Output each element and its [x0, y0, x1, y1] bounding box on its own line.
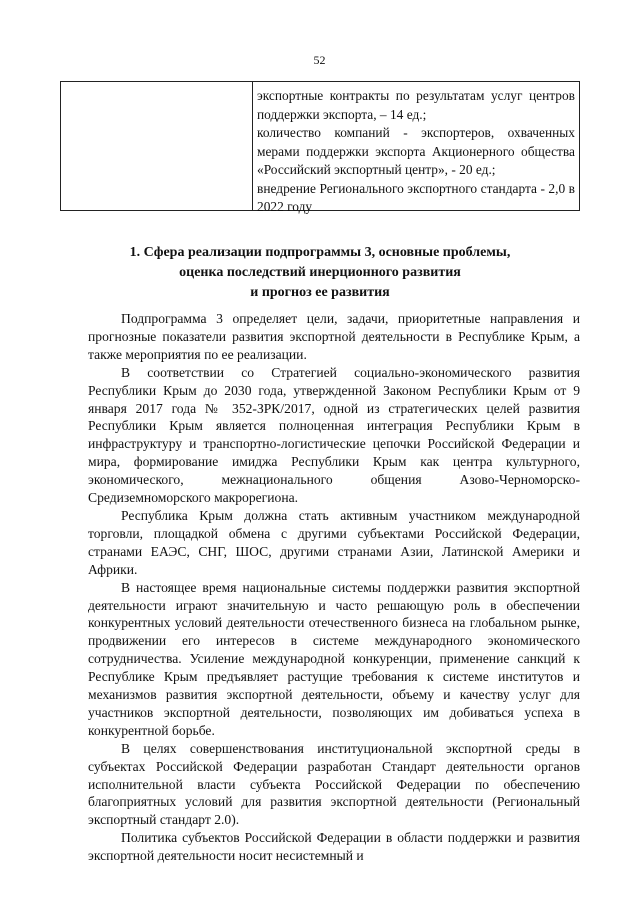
table-item: внедрение Регионального экспортного стандарта - 2,0 в 2022 году	[257, 180, 575, 214]
paragraph: В соответствии со Стратегией социально-экономического развития Республики Крым до 2030 года, утвержденной Законом Республики Крым от 9 января 2017 года № 352-ЗРК/2017, одной из стратегических целей развития Республики Крым является полноценная интеграция Республики Крым в инфраструктуру и транспортно-логистические цепочки Российской Федерации и мира, формирование имиджа Республики Крым как центра культурного, экономического, межнационального общения Азово-Черноморско-Средиземноморского макрорегиона.	[88, 364, 580, 506]
table-item: экспортные контракты по результатам услуг центров поддержки экспорта, – 14 ед.;	[257, 88, 575, 122]
heading-line: оценка последствий инерционного развития	[179, 265, 461, 280]
paragraph: Политика субъектов Российской Федерации в области поддержки и развития экспортной деятельности носит несистемный и	[88, 830, 580, 864]
table-item: количество компаний - экспортеров, охваченных мерами поддержки экспорта Акционерного общества «Российский экспортный центр», - 20 ед.;	[257, 125, 575, 177]
page-number: 52	[313, 53, 326, 67]
paragraph: В целях совершенствования институциональной экспортной среды в субъектах Российской Федерации разработан Стандарт деятельности органов исполнительной власти субъекта Российской Федерации по обеспечению благоприятных условий для развития экспортной деятельности (Региональный экспортный стандарт 2.0).	[88, 740, 580, 828]
heading-line: и прогноз ее развития	[250, 285, 390, 300]
paragraph: Республика Крым должна стать активным участником международной торговли, площадкой обмена с другими субъектами Российской Федерации, странами ЕАЭС, СНГ, ШОС, другими странами Азии, Латинской Америки и Африки.	[88, 507, 580, 577]
heading-line: 1. Сфера реализации подпрограммы 3, основные проблемы,	[129, 245, 511, 260]
indicators-table	[60, 81, 580, 214]
table-right-cell	[253, 82, 579, 214]
table-left-cell	[61, 82, 253, 210]
paragraph: В настоящее время национальные системы поддержки развития экспортной деятельности играют значительную и часто решающую роль в обеспечении конкурентных условий деятельности отечественного бизнеса на глобальном рынке, продвижении его интересов в системе международного экономического сотрудничества. Усиление международной конкуренции, применение санкций к Республике Крым предъявляет растущие требования к системе институтов и механизмов развития экспортной деятельности, объему и качеству услуг для участников экспортной деятельности, позволяющих им добиваться успеха в конкурентной борьбе.	[88, 579, 580, 738]
paragraph: Подпрограмма 3 определяет цели, задачи, приоритетные направления и прогнозные показатели развития экспортной деятельности в Республике Крым, а также мероприятия по ее реализации.	[88, 311, 580, 362]
section-heading	[60, 243, 580, 303]
body-text	[88, 310, 580, 865]
